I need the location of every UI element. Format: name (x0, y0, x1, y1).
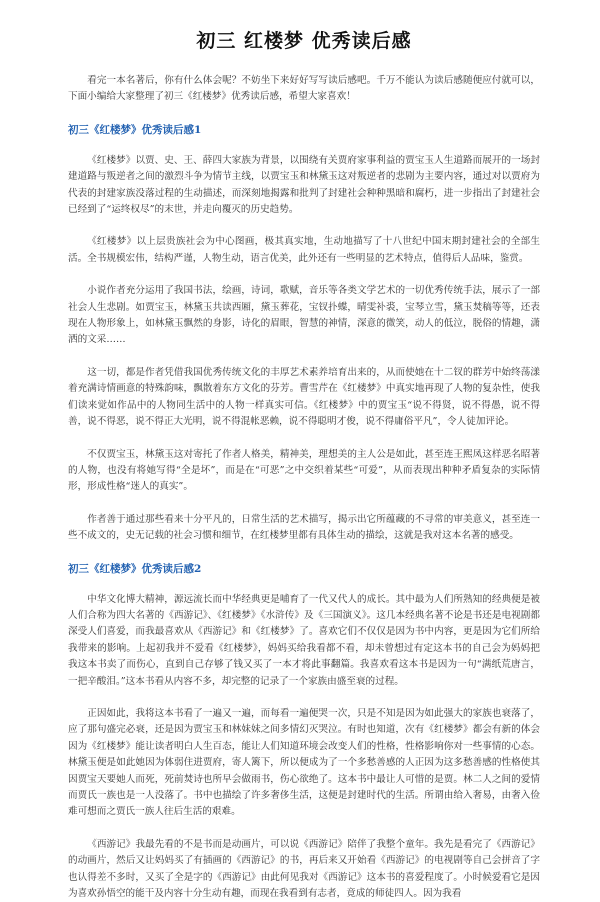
paragraph: 小说作者充分运用了我国书法，绘画，诗词，歌赋，音乐等各类文学艺术的一切优秀传统手法，展示了一部社会人生悲剧。如贾宝玉，林黛玉共读西厢，黛玉葬花，宝钗扑蝶，晴雯补裘，宝琴立雪，黛玉焚稿等等，还表现在人物形象上，如林黛玉飘然的身影，诗化的眉眼，智慧的神情，深意的微笑，动人的低泣，脱俗的情趣，潇洒的文采…… (68, 285, 540, 346)
section-heading: 初三《红楼梦》优秀读后感1 (68, 123, 202, 136)
paragraph: 正因如此，我将这本书看了一遍又一遍，而每看一遍便哭一次，只是不知是因为如此强大的家族也衰落了，应了那句盛完必衰，还是因为贾宝玉和林妹妹之间多情幻灭哭泣。有时也知道，次有《红楼梦》都会有新的体会因为《红楼梦》能让读者明白人生百态，能让人们知道环境会改变人们的性格，性格影响你对一些事情的心态。林黛玉便是如此她因为体弱住进贾府，寄人篱下，所以便成为了一个多愁善感的人正因为这多愁善感的性格使其因贾宝天要她人而死，死前焚诗也所早会做雨书，伤心欲绝了。这本书中最让人可惜的是贾。林二人之间的爱情而贾氏一族也是一人没落了。书中也描绘了许多奢侈生活，这便是封建时代的生活。所谓由给入奢易，由奢入俭难可想而之贾氏一族人往后生活的艰难。 (68, 707, 540, 818)
paragraph: 中华文化博大精神，源远流长而中华经典更是哺育了一代又代人的成长。其中最为人们所熟知的经典便是被人们合称为四大名著的《西游记》、《红楼梦》《水浒传》及《三国演义》。这几本经典名著不论是书还是电视剧都深受人们喜爱，而我最喜欢从《西游记》和《红楼梦》了。喜欢它们不仅仅是因为书中内容，更是因为它们所给我带来的影响。上起初我并不爱看《红楼梦》，妈妈买给我看都不看，却未曾想过有定这本书的自己会为妈妈把我这本书卖了而伤心，直到自己存够了钱又买了一本才将此事翻篇。我喜欢看这本书是因为一句“满纸荒唐言，一把辛酸泪。”这本书看从内容不多，却完整的记录了一个家族由盛至衰的过程。 (68, 593, 540, 687)
section-2 (68, 561, 540, 902)
paragraph: 《红楼梦》以上层贵族社会为中心图画，极其真实地，生动地描写了十八世纪中国末期封建社会的全部生活。全书规模宏伟，结构严谨，人物生动，语言优美，此外还有一些明显的艺术特点，值得后人品味，鉴赏。 (68, 236, 540, 264)
paragraph: 作者善于通过那些看来十分平凡的，日常生活的艺术描写，揭示出它所蕴藏的不寻常的审美意义，甚至连一些不成文的，史无记载的社会习惯和细节，在红楼梦里都有具体生动的描绘，这就是我对这本名著的感受。 (68, 513, 540, 542)
document-title: 初三 红楼梦 优秀读后感 (196, 30, 412, 52)
paragraph: 不仅贾宝玉，林黛玉这对寄托了作者人格美，精神美，理想美的主人公是如此，甚至连王熙凤这样恶名昭著的人物，也没有将她写得“全是坏”，而是在“可恶”之中交织着某些“可爱”，从而表现出种种矛盾复杂的实际情形，形成性格“迷人的真实”。 (68, 448, 540, 493)
section-1 (68, 122, 540, 545)
paragraph: 《西游记》我最先看的不是书而是动画片，可以说《西游记》陪伴了我整个童年。我先是看完了《西游记》的动画片，然后又让妈妈买了有插画的《西游记》的书，再后来又开始看《西游记》的电视剧等自己会拼音了字也认得差不多时，又买了全是字的《西游记》由此何见我对《西游记》这本书的喜爱程度了。小时候爱看它是因为喜欢孙悟空的能干及内容十分生动有趣，而现在我看到有志者，竟成的师徒四人。因为我看 (68, 838, 540, 900)
section-heading: 初三《红楼梦》优秀读后感2 (68, 562, 202, 575)
paragraph: 这一切，都是作者凭借我国优秀传统文化的丰厚艺术素养培育出来的，从而使她在十二钗的群芳中始终荡漾着充满诗情画意的特殊韵味，飘散着东方文化的芬芳。曹雪芹在《红楼梦》中真实地再现了人物的复杂性，使我们读来觉如作品中的人物同生活中的人物一样真实可信。《红楼梦》中的贾宝玉“说不得贤，说不得愚，说不得善，说不得恶，说不得正大光明，说不得混帐恶赖，说不得聪明才俊，说不得庸俗平凡”，令人徒加评论。 (68, 366, 540, 428)
paragraph: 《红楼梦》以贾、史、王、薛四大家族为背景，以围绕有关贾府家事利益的贾宝玉人生道路而展开的一场封建道路与叛逆者之间的激烈斗争为情节主线，以贾宝玉和林黛玉这对叛逆者的悲剧为主要内容，通过对以贾府为代表的封建家族没落过程的生动描述，而深刻地揭露和批判了封建社会种种黑暗和腐朽，进一步指出了封建社会已经到了“运终权尽”的末世，并走向覆灭的历史趋势。 (68, 154, 540, 216)
intro-paragraph: 看完一本名著后，你有什么体会呢？不妨坐下来好好写写读后感吧。千万不能认为读后感随便应付就可以，下面小编给大家整理了初三《红楼梦》优秀读后感，希望大家喜欢！ (68, 75, 540, 103)
